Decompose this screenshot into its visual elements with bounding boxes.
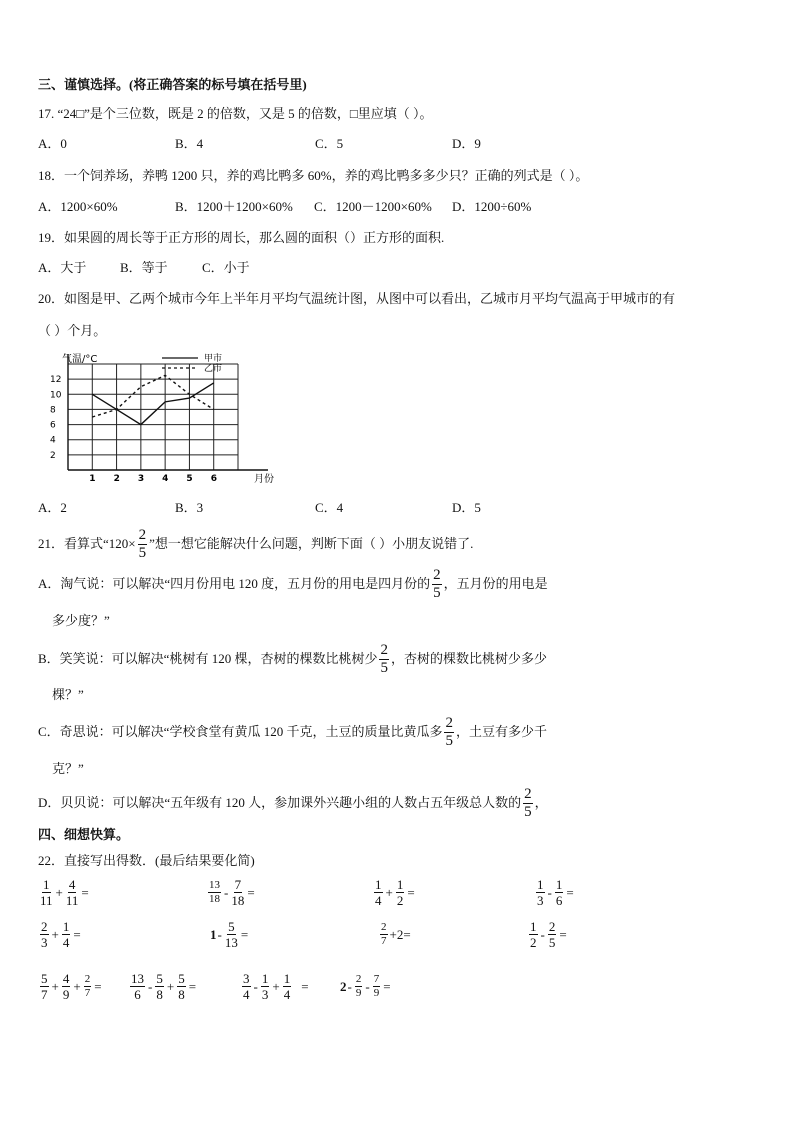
expr-rest: +2= xyxy=(389,926,411,942)
operator: + xyxy=(166,978,175,994)
q22-expr-1 xyxy=(38,878,90,907)
q22-expr-10 xyxy=(128,972,197,1001)
q21-a-pre: A．淘气说：可以解决“四月份用电 120 度，五月份的用电是四月份的 xyxy=(38,576,431,591)
q17-text: 17. “24□”是个三位数，既是 2 的倍数，又是 5 的倍数，□里应填（ ）。 xyxy=(38,106,433,121)
equals: = xyxy=(559,926,567,942)
q19-option-a: A．大于 xyxy=(38,260,87,275)
q21-d-fraction-numerator: 2 xyxy=(524,785,532,802)
q22-expr-12 xyxy=(340,974,392,999)
q21-a-continuation: 多少度？” xyxy=(52,613,110,628)
q21-d-fraction xyxy=(523,787,533,820)
equals: = xyxy=(73,926,81,942)
frac-num: 1 xyxy=(283,971,291,986)
operator: - xyxy=(253,978,258,994)
frac-num: 7 xyxy=(234,877,242,892)
frac-num: 1 xyxy=(375,877,382,892)
frac-den: 13 xyxy=(224,935,238,950)
frac-num: 1 xyxy=(396,877,404,892)
x-axis-label: 月份 xyxy=(254,474,274,485)
frac-den: 9 xyxy=(355,987,362,999)
q21-fraction-denominator: 5 xyxy=(138,544,147,561)
q22-expr-11 xyxy=(240,972,310,1001)
q22-expr-9 xyxy=(38,972,103,1001)
equals: = xyxy=(247,884,255,900)
frac-den: 7 xyxy=(381,935,387,947)
q21-d-pre: D．贝贝说：可以解决“五年级有 120 人，参加课外兴趣小组的人数占五年级总人数的 xyxy=(38,795,522,810)
frac-num: 4 xyxy=(62,971,70,986)
q21-a-post: ，五月份的用电是 xyxy=(443,576,548,591)
frac-den: 6 xyxy=(134,987,141,1002)
operator: - xyxy=(347,978,352,994)
y-tick-label: 2 xyxy=(50,450,56,461)
q17-option-d: D．9 xyxy=(452,136,481,151)
chart-legend xyxy=(162,352,222,374)
whole-number: 2 xyxy=(340,978,347,994)
frac-den: 4 xyxy=(283,987,291,1002)
q20-option-c: C．4 xyxy=(315,500,344,515)
frac-num: 1 xyxy=(43,877,50,892)
x-tick-label: 1 xyxy=(89,474,96,484)
y-tick-label: 10 xyxy=(50,390,62,401)
q22-expr-5 xyxy=(38,920,82,949)
frac-num: 1 xyxy=(62,919,70,934)
frac-num: 1 xyxy=(555,877,563,892)
q22-expr-6 xyxy=(210,920,249,949)
frac-num: 2 xyxy=(84,973,91,985)
equals: = xyxy=(301,978,309,994)
frac-den: 4 xyxy=(243,987,250,1002)
q21-c-post: ，土豆有多少千 xyxy=(455,724,547,739)
operator: - xyxy=(365,978,370,994)
y-tick-label: 4 xyxy=(50,435,56,446)
equals: = xyxy=(94,978,102,994)
q21-c-continuation: 克？” xyxy=(52,761,84,776)
frac-den: 3 xyxy=(41,935,48,950)
frac-num: 5 xyxy=(156,971,163,986)
q19-text: 19．如果圆的周长等于正方形的周长，那么圆的面积（）正方形的面积. xyxy=(38,230,445,245)
y-axis-label: 气温/°C xyxy=(62,354,98,365)
q20-option-b: B．3 xyxy=(175,500,204,515)
frac-den: 18 xyxy=(231,893,245,908)
q22-expr-7 xyxy=(378,922,411,947)
q17-option-c: C．5 xyxy=(315,136,344,151)
q21-b-fraction-denominator: 5 xyxy=(380,659,388,676)
operator: - xyxy=(217,926,222,942)
frac-num: 5 xyxy=(178,971,185,986)
q18-text: 18．一个饲养场，养鸭 1200 只，养的鸡比鸭多 60%，养的鸡比鸭多多少只？正确的列式是（ ）。 xyxy=(38,168,589,183)
frac-den: 2 xyxy=(530,935,537,950)
legend-label-0: 甲市 xyxy=(204,354,223,364)
equals: = xyxy=(383,978,391,994)
frac-den: 18 xyxy=(209,893,220,905)
q18-option-a: A．1200×60% xyxy=(38,199,118,214)
section-3-title: 三、谨慎选择。(将正确答案的标号填在括号里) xyxy=(38,77,307,92)
q22-expr-8 xyxy=(527,920,568,949)
frac-num: 3 xyxy=(243,971,250,986)
frac-num: 2 xyxy=(355,973,362,985)
q21-b-continuation: 棵？” xyxy=(52,687,84,702)
frac-num: 5 xyxy=(228,919,235,934)
frac-den: 3 xyxy=(537,893,544,908)
series-line-0 xyxy=(92,383,213,425)
x-tick-label: 6 xyxy=(210,474,217,484)
q21-heading-pre: 21．看算式“120× xyxy=(38,536,136,551)
frac-num: 2 xyxy=(381,921,387,933)
frac-den: 4 xyxy=(62,935,70,950)
q20-text-line1: 20．如图是甲、乙两个城市今年上半年月平均气温统计图，从图中可以看出，乙城市月平均气温高于甲城市的有 xyxy=(38,291,676,306)
y-tick-label: 6 xyxy=(50,420,56,431)
y-tick-label: 8 xyxy=(50,405,56,416)
q19-option-c: C．小于 xyxy=(202,260,250,275)
frac-den: 7 xyxy=(41,987,48,1002)
frac-den: 9 xyxy=(62,987,70,1002)
equals: = xyxy=(566,884,574,900)
q21-heading xyxy=(38,526,473,562)
q21-option-d xyxy=(38,785,548,821)
q21-b-fraction xyxy=(379,643,389,676)
frac-den: 5 xyxy=(548,935,556,950)
q21-a-fraction-numerator: 2 xyxy=(433,566,441,583)
operator: + xyxy=(55,884,63,900)
q21-d-fraction-denominator: 5 xyxy=(524,803,532,820)
section-4-title: 四、细想快算。 xyxy=(38,827,130,842)
frac-den: 11 xyxy=(65,893,79,908)
x-tick-label: 2 xyxy=(113,474,120,484)
q21-option-b xyxy=(38,641,547,677)
frac-num: 1 xyxy=(537,877,544,892)
q20-option-a: A．2 xyxy=(38,500,67,515)
q21-option-c xyxy=(38,714,547,750)
frac-den: 3 xyxy=(261,987,269,1002)
frac-den: 8 xyxy=(156,987,163,1002)
q18-option-b: B．1200＋1200×60% xyxy=(175,199,293,214)
q17-option-b: B．4 xyxy=(175,136,204,151)
operator: + xyxy=(51,978,59,994)
q22-expr-2 xyxy=(206,878,256,907)
series-line-1 xyxy=(92,375,213,417)
frac-den: 7 xyxy=(84,987,91,999)
frac-num: 13 xyxy=(209,879,220,891)
equals: = xyxy=(188,978,197,994)
q18-option-c: C．1200－1200×60% xyxy=(314,199,432,214)
q21-fraction-numerator: 2 xyxy=(138,526,147,543)
operator: + xyxy=(51,926,59,942)
frac-den: 6 xyxy=(555,893,563,908)
q22-expr-4 xyxy=(534,878,575,907)
q21-fraction xyxy=(138,528,148,561)
q21-c-pre: C．奇思说：可以解决“学校食堂有黄瓜 120 千克，土豆的质量比黄瓜多 xyxy=(38,724,443,739)
frac-den: 9 xyxy=(373,987,380,999)
q21-b-post: ，杏树的棵数比桃树少多少 xyxy=(390,651,547,666)
frac-den: 4 xyxy=(375,893,382,908)
operator: - xyxy=(547,884,552,900)
x-tick-label: 3 xyxy=(137,474,145,484)
equals: = xyxy=(81,884,89,900)
q21-a-fraction-denominator: 5 xyxy=(433,584,441,601)
whole-number: 1 xyxy=(210,926,217,942)
frac-den: 2 xyxy=(396,893,404,908)
x-tick-label: 4 xyxy=(162,474,169,484)
q21-option-a xyxy=(38,566,548,602)
q21-c-fraction xyxy=(444,716,454,749)
q22-text: 22．直接写出得数．(最后结果要化简) xyxy=(38,853,255,868)
q21-c-fraction-denominator: 5 xyxy=(445,732,453,749)
y-tick-label: 12 xyxy=(50,375,62,386)
q20-option-d: D．5 xyxy=(452,500,481,515)
q22-expr-3 xyxy=(372,878,416,907)
q21-b-pre: B．笑笑说：可以解决“桃树有 120 棵，杏树的棵数比桃树少 xyxy=(38,651,378,666)
frac-num: 13 xyxy=(131,971,144,986)
frac-num: 5 xyxy=(41,971,48,986)
q17-option-a: A．0 xyxy=(38,136,67,151)
x-tick-label: 5 xyxy=(186,474,193,484)
frac-num: 1 xyxy=(261,971,269,986)
q18-option-d: D．1200÷60% xyxy=(452,199,532,214)
q21-c-fraction-numerator: 2 xyxy=(445,714,453,731)
operator: - xyxy=(224,884,229,900)
q21-d-post: ， xyxy=(534,795,548,810)
operator: + xyxy=(73,978,81,994)
operator: + xyxy=(272,978,280,994)
frac-num: 2 xyxy=(41,919,48,934)
operator: + xyxy=(385,884,393,900)
operator: - xyxy=(540,926,545,942)
q21-heading-post: ”想一想它能解决什么问题，判断下面（ ）小朋友说错了. xyxy=(149,536,474,551)
chart-ticks xyxy=(50,375,217,484)
q19-option-b: B．等于 xyxy=(120,260,168,275)
q21-b-fraction-numerator: 2 xyxy=(380,641,388,658)
frac-num: 2 xyxy=(548,919,556,934)
temperature-line-chart xyxy=(40,350,290,490)
frac-num: 1 xyxy=(530,919,537,934)
equals: = xyxy=(407,884,415,900)
q21-a-fraction xyxy=(432,568,442,601)
operator: - xyxy=(148,978,153,994)
q20-text-line2: （ ）个月。 xyxy=(38,323,107,338)
legend-label-1: 乙市 xyxy=(204,364,223,374)
frac-num: 7 xyxy=(373,973,380,985)
frac-den: 11 xyxy=(40,893,53,908)
chart-series xyxy=(92,375,213,424)
frac-num: 4 xyxy=(68,877,76,892)
equals: = xyxy=(240,926,249,942)
frac-den: 8 xyxy=(178,987,185,1002)
chart-axes xyxy=(62,353,274,485)
